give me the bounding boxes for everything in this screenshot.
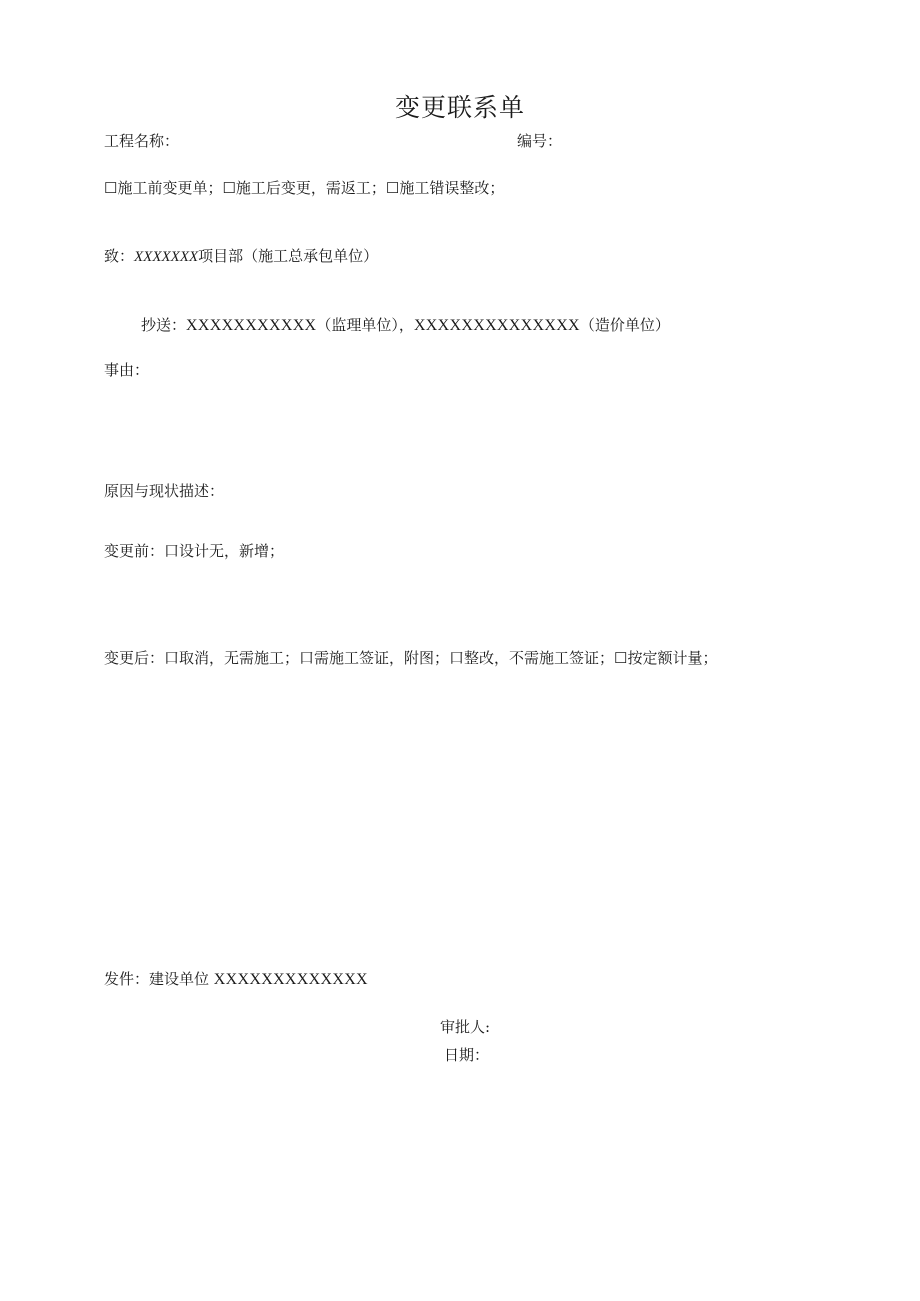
- after-change-line: [104, 648, 717, 668]
- project-name-label: 工程名称：: [104, 132, 180, 150]
- serial-number-label: 编号：: [517, 132, 563, 150]
- description-label: 原因与现状描述：: [104, 482, 225, 500]
- recipient-line: [104, 246, 378, 267]
- issuer-name: XXXXXXXXXXXXX: [213, 971, 368, 988]
- recipient-role: 项目部（施工总承包单位）: [198, 247, 379, 265]
- before-change-options: 口设计无，新增；: [164, 542, 285, 560]
- after-change-options: 口取消，无需施工；口需施工签证，附图；口整改，不需施工签证；☐按定额计量；: [164, 649, 718, 667]
- after-change-label: 变更后：: [104, 649, 165, 667]
- before-change-label: 变更前：: [104, 542, 165, 560]
- issuer-label: 发件：建设单位: [104, 970, 210, 988]
- date-label: 日期：: [444, 1046, 490, 1064]
- before-change-line: [104, 541, 284, 561]
- change-type-options: ☐施工前变更单；☐施工后变更，需返工；☐施工错误整改；: [104, 179, 505, 197]
- cc-label: 抄送：: [141, 316, 187, 334]
- cc-supervisor-name: XXXXXXXXXXX: [186, 317, 317, 334]
- cc-cost-name: XXXXXXXXXXXXXX: [413, 317, 580, 334]
- approver-label: 审批人:: [440, 1018, 491, 1036]
- recipient-label: 致：: [104, 247, 135, 265]
- cc-line: [141, 315, 670, 336]
- reason-label: 事由：: [104, 361, 150, 379]
- issuer-line: [104, 969, 368, 990]
- recipient-placeholder: XXXXXXX: [134, 249, 199, 265]
- cc-supervisor-role: （监理单位），: [316, 316, 414, 334]
- cc-cost-role: （造价单位）: [579, 316, 670, 334]
- page-title: 变更联系单: [394, 93, 525, 122]
